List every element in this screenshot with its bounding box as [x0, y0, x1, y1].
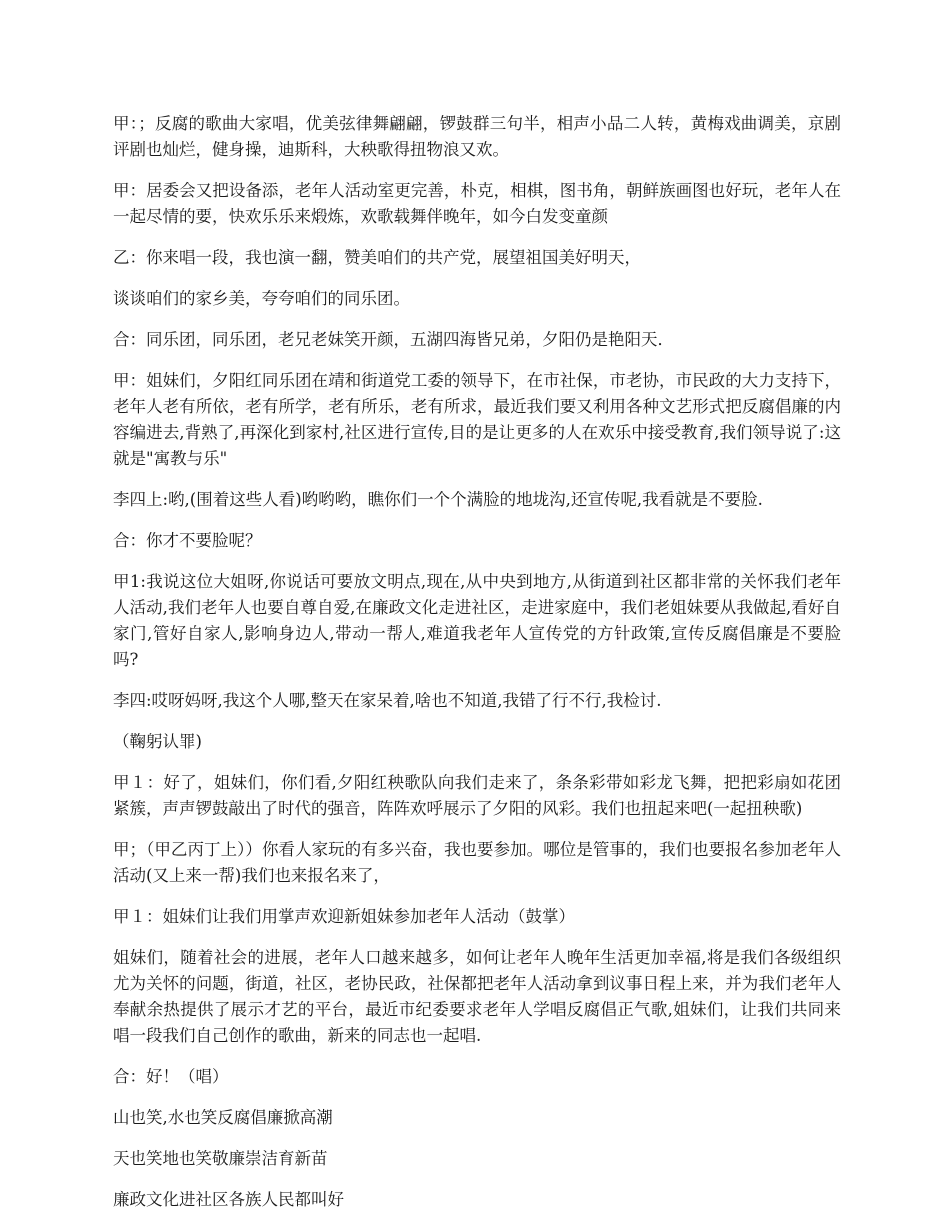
paragraph: 甲１：好了，姐妹们，你们看,夕阳红秧歌队向我们走来了，条条彩带如彩龙飞舞，把把彩扇如花团紧簇，声声锣鼓敲出了时代的强音，阵阵欢呼展示了夕阳的风彩。我们也扭起来吧(一起扭秧歌) [113, 773, 841, 818]
paragraph: 甲：居委会又把设备添，老年人活动室更完善，朴克，相棋，图书角，朝鲜族画图也好玩，老年人在一起尽情的要，快欢乐乐来煅炼，欢歌载舞伴晚年，如今白发变童颜 [113, 181, 841, 226]
paragraph: 甲；（甲乙丙丁上））你看人家玩的有多兴奋，我也要参加。哪位是管事的，我们也要报名参加老年人活动(又上来一帮)我们也来报名来了， [113, 840, 841, 885]
paragraph: 乙：你来唱一段，我也演一翻，赞美咱们的共产党，展望祖国美好明天， [113, 248, 641, 267]
document-body [113, 111, 841, 1228]
paragraph: 李四上:哟,(围着这些人看)哟哟哟，瞧你们一个个满脸的地垅沟,还宣传呢,我看就是不要脸. [113, 490, 763, 509]
paragraph: 合：你才不要脸呢？ [113, 531, 262, 550]
paragraph: 合：好！（唱） [113, 1067, 229, 1086]
paragraph: 廉政文化进社区各族人民都叫好 [113, 1190, 344, 1209]
paragraph: 甲１：姐妹们让我们用掌声欢迎新姐妹参加老年人活动（鼓掌） [113, 907, 575, 926]
paragraph: 李四:哎呀妈呀,我这个人哪,整天在家呆着,啥也不知道,我错了行不行,我检讨. [113, 691, 662, 710]
paragraph: 山也笑,水也笑反腐倡廉掀高潮 [113, 1108, 333, 1127]
paragraph: （鞠躬认罪) [113, 732, 202, 751]
paragraph: 谈谈咱们的家乡美，夸夸咱们的同乐团。 [113, 289, 410, 308]
paragraph: 天也笑地也笑敬廉崇洁育新苗 [113, 1149, 328, 1168]
paragraph: 甲1:我说这位大姐呀,你说话可要放文明点,现在,从中央到地方,从街道到社区都非常的关怀我们老年人活动,我们老年人也要自尊自爱,在廉政文化走进社区，走进家庭中，我们老姐妹要从我做起,看好自家门,管好自家人,影响身边人,带动一帮人,难道我老年人宣传党的方针政策,宣传反腐倡廉是不要脸吗? [113, 572, 841, 669]
paragraph: 合：同乐团，同乐团，老兄老妹笑开颜，五湖四海皆兄弟，夕阳仍是艳阳天． [113, 330, 674, 349]
paragraph: 姐妹们，随着社会的进展，老年人口越来越多，如何让老年人晚年生活更加幸福,将是我们各级组织尤为关怀的问题，街道，社区，老协民政，社保都把老年人活动拿到议事日程上来，并为我们老年人奉献余热提供了展示才艺的平台，最近市纪委要求老年人学唱反腐倡正气歌,姐妹们，让我们共同来唱一段我们自己创作的歌曲，新来的同志也一起唱. [113, 948, 841, 1045]
paragraph: 甲：姐妹们，夕阳红同乐团在靖和街道党工委的领导下，在市社保，市老协，市民政的大力支持下，老年人老有所依，老有所学，老有所乐，老有所求，最近我们要又利用各种文艺形式把反腐倡廉的内容编进去,背熟了,再深化到家村,社区进行宣传,目的是让更多的人在欢乐中接受教育,我们领导说了:这就是"寓教与乐" [113, 371, 841, 468]
paragraph: 甲：；反腐的歌曲大家唱，优美弦律舞翩翩，锣鼓群三句半，相声小品二人转，黄梅戏曲调美，京剧评剧也灿烂，健身操，迪斯科，大秧歌得扭物浪又欢。 [113, 114, 841, 159]
